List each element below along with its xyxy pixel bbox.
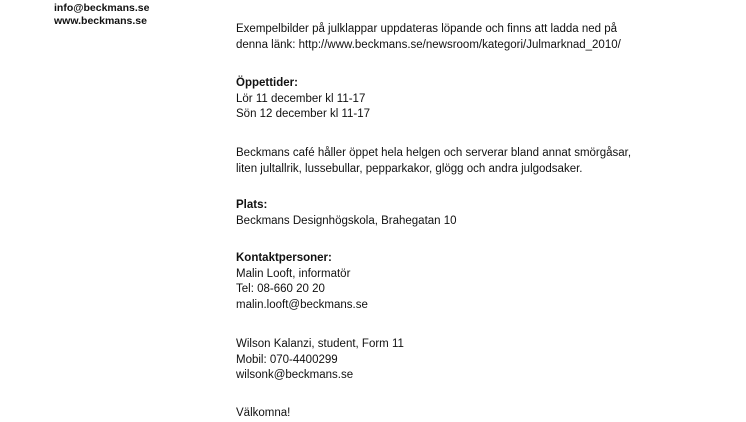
contact-2-section xyxy=(236,337,404,384)
cafe-line-1: Beckmans café håller öppet hela helgen och serverar bland annat smörgåsar, xyxy=(236,147,632,159)
contact-2-phone: Mobil: 070-4400299 xyxy=(236,353,338,366)
closing-text: Välkomna! xyxy=(236,407,291,419)
cafe-paragraph xyxy=(236,146,631,177)
images-link-line[interactable]: denna länk: http://www.beckmans.se/newsroom/kategori/Julmarknad_2010/ xyxy=(236,38,621,51)
images-paragraph xyxy=(236,22,621,53)
contacts-heading: Kontaktpersoner: xyxy=(236,252,332,264)
location-section xyxy=(236,198,457,229)
opening-hours-section xyxy=(236,76,370,123)
cafe-line-2: liten jultallrik, lussebullar, pepparkakor, glögg och andra julgodsaker. xyxy=(236,162,583,175)
contact-2-email[interactable]: wilsonk@beckmans.se xyxy=(236,369,354,381)
images-line-1: Exempelbilder på julklappar uppdateras löpande och finns att ladda ned på xyxy=(236,23,618,35)
opening-hours-heading: Öppettider: xyxy=(236,77,298,89)
contact-2-name: Wilson Kalanzi, student, Form 11 xyxy=(236,338,404,350)
opening-hours-saturday: Lör 11 december kl 11-17 xyxy=(236,92,366,105)
sidebar-website[interactable]: www.beckmans.se xyxy=(54,15,147,27)
closing-greeting xyxy=(236,406,290,422)
location-heading: Plats: xyxy=(236,199,268,211)
sidebar-email[interactable]: info@beckmans.se xyxy=(54,2,150,14)
opening-hours-sunday: Sön 12 december kl 11-17 xyxy=(236,108,371,120)
sidebar-contact xyxy=(54,2,149,28)
cut-off-text xyxy=(236,0,436,4)
location-address: Beckmans Designhögskola, Brahegatan 10 xyxy=(236,214,457,227)
contact-1-name: Malin Looft, informatör xyxy=(236,267,351,280)
contact-1-phone: Tel: 08-660 20 20 xyxy=(236,283,325,295)
contact-1-email[interactable]: malin.looft@beckmans.se xyxy=(236,298,368,311)
contacts-section xyxy=(236,251,368,313)
